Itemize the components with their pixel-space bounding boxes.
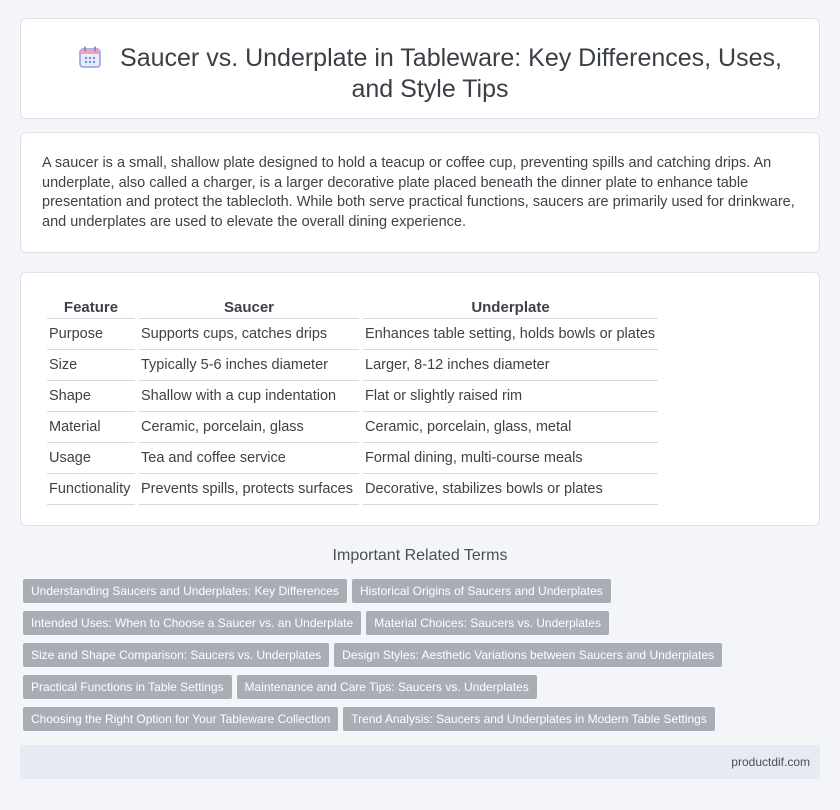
related-term-tag[interactable]: Practical Functions in Table Settings [23,675,232,699]
related-term-tag[interactable]: Design Styles: Aesthetic Variations between Saucers and Underplates [334,643,722,667]
intro-paragraph: A saucer is a small, shallow plate designed to hold a teacup or coffee cup, preventing spills and catching drips. An underplate, also called a charger, is a larger decorative plate placed beneath the dinner plate to enhance table presentation and protect the tablecloth. While both serve practical functions, saucers are primarily used for drinkware, and underplates are used to elevate the overall dining experience. [42,155,795,230]
table-cell: Larger, 8-12 inches diameter [363,350,658,381]
table-cell: Functionality [47,474,135,505]
table-cell: Size [47,350,135,381]
related-term-tag[interactable]: Material Choices: Saucers vs. Underplates [366,611,609,635]
page-title: Saucer vs. Underplate in Tableware: Key Differences, Uses, and Style Tips [120,44,782,103]
table-cell: Usage [47,443,135,474]
table-header-row [47,295,658,319]
related-term-tag[interactable]: Understanding Saucers and Underplates: Key Differences [23,579,347,603]
tag-row [23,611,823,643]
table-row [47,350,658,381]
tag-row [23,579,823,611]
table-row [47,381,658,412]
table-cell: Formal dining, multi-course meals [363,443,658,474]
table-row [47,319,658,350]
tag-row [23,707,823,739]
tag-row [23,643,823,675]
table-cell: Ceramic, porcelain, glass, metal [363,412,658,443]
header-card [20,18,820,119]
related-term-tag[interactable]: Historical Origins of Saucers and Underplates [352,579,611,603]
table-cell: Tea and coffee service [139,443,359,474]
column-header-saucer: Saucer [139,295,359,319]
tag-row [23,675,823,707]
table-row [47,474,658,505]
page-title-wrap [61,43,799,105]
comparison-table [43,295,662,505]
related-term-tag[interactable]: Choosing the Right Option for Your Tableware Collection [23,707,338,731]
table-cell: Ceramic, porcelain, glass [139,412,359,443]
table-cell: Material [47,412,135,443]
table-cell: Flat or slightly raised rim [363,381,658,412]
related-term-tag[interactable]: Intended Uses: When to Choose a Saucer vs. an Underplate [23,611,361,635]
related-term-tag[interactable]: Size and Shape Comparison: Saucers vs. Underplates [23,643,329,667]
calendar-icon [78,45,102,69]
table-cell: Prevents spills, protects surfaces [139,474,359,505]
comparison-card [20,272,820,526]
site-name[interactable]: productdif.com [731,755,810,769]
table-cell: Supports cups, catches drips [139,319,359,350]
table-cell: Shallow with a cup indentation [139,381,359,412]
table-cell: Shape [47,381,135,412]
table-cell: Typically 5-6 inches diameter [139,350,359,381]
column-header-feature: Feature [47,295,135,319]
table-cell: Purpose [47,319,135,350]
table-cell: Enhances table setting, holds bowls or plates [363,319,658,350]
related-terms-heading: Important Related Terms [332,547,508,564]
table-row [47,443,658,474]
intro-card [20,132,820,253]
table-cell: Decorative, stabilizes bowls or plates [363,474,658,505]
footer-bar [20,745,820,779]
column-header-underplate: Underplate [363,295,658,319]
table-row [47,412,658,443]
related-term-tag[interactable]: Maintenance and Care Tips: Saucers vs. Underplates [237,675,537,699]
related-term-tag[interactable]: Trend Analysis: Saucers and Underplates in Modern Table Settings [343,707,715,731]
related-terms-list [23,579,823,739]
